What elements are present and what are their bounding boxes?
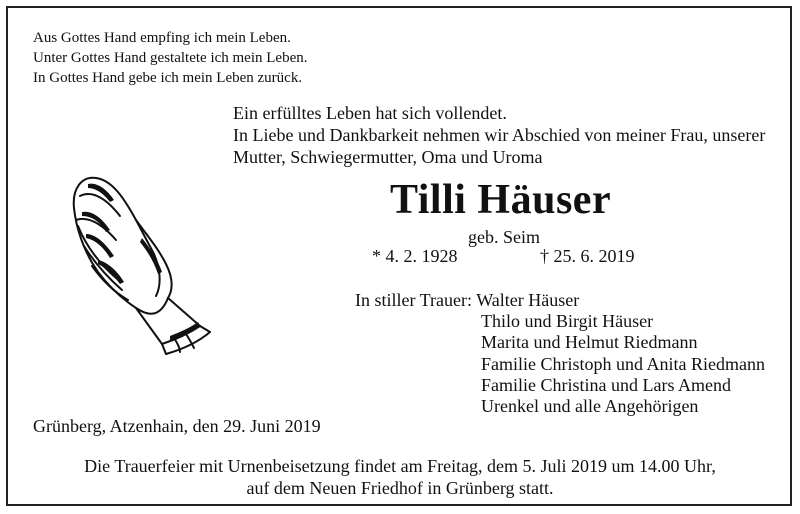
mourner-name: Urenkel und alle Angehörigen — [481, 395, 699, 416]
intro-line: In Liebe und Dankbarkeit nehmen wir Abschied von meiner Frau, unserer — [233, 125, 766, 145]
mourners-list — [355, 290, 765, 417]
intro-text — [233, 102, 765, 168]
motto-line: In Gottes Hand gebe ich mein Leben zurück. — [33, 70, 303, 86]
motto-line: Unter Gottes Hand gestaltete ich mein Leben. — [33, 50, 308, 66]
mourners-first-row — [355, 290, 765, 311]
ceremony-info — [0, 455, 800, 499]
motto-line: Aus Gottes Hand empfing ich mein Leben. — [33, 30, 291, 46]
mourners-label: In stiller Trauer: — [355, 290, 472, 310]
name-text: Tilli Häuser — [390, 177, 612, 223]
motto-verse — [33, 28, 308, 88]
intro-line: Ein erfülltes Leben hat sich vollendet. — [233, 103, 507, 123]
mourner-name: Walter Häuser — [476, 290, 580, 310]
praying-hands-icon — [62, 168, 222, 368]
death-date: † 25. 6. 2019 — [540, 246, 635, 266]
ceremony-line: Die Trauerfeier mit Urnenbeisetzung findet am Freitag, dem 5. Juli 2019 um 14.00 Uhr, — [84, 456, 716, 476]
intro-line: Mutter, Schwiegermutter, Oma und Uroma — [233, 147, 543, 167]
place-and-date: Grünberg, Atzenhain, den 29. Juni 2019 — [33, 416, 321, 436]
deceased-name — [390, 176, 611, 224]
mourner-name: Familie Christina und Lars Amend — [481, 374, 731, 395]
birth-name: geb. Seim — [468, 227, 540, 247]
birth-date: * 4. 2. 1928 — [372, 246, 458, 266]
mourner-name: Thilo und Birgit Häuser — [481, 311, 654, 332]
mourner-name: Familie Christoph und Anita Riedmann — [481, 353, 765, 374]
mourner-name: Marita und Helmut Riedmann — [481, 332, 698, 353]
ceremony-line: auf dem Neuen Friedhof in Grünberg statt. — [246, 478, 554, 498]
